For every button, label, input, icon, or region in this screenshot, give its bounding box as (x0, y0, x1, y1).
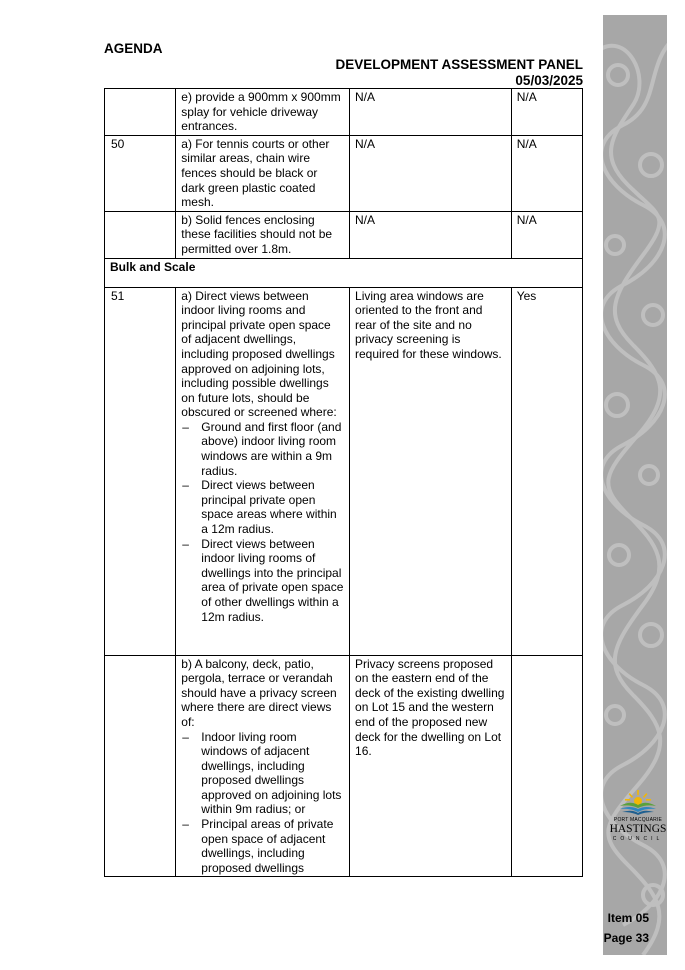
complies-cell: N/A (511, 89, 582, 136)
control-cell: e) provide a 900mm x 900mm splay for vehicle driveway entrances. (176, 89, 350, 136)
complies-cell: N/A (511, 135, 582, 211)
table-row (105, 211, 583, 258)
control-cell: a) For tennis courts or other similar areas, chain wire fences should be black or dark green plastic coated mesh. (176, 135, 350, 211)
assessment-table (104, 88, 583, 877)
clause-cell: 50 (105, 135, 176, 211)
logo-text-main: HASTINGS (609, 823, 667, 835)
complies-cell (511, 655, 582, 877)
list-item: – Indoor living room windows of adjacent dwellings, including proposed dwellings approved on adjoining lots within 9m radius; or (181, 730, 344, 818)
clause-cell (105, 655, 176, 877)
clause-cell (105, 89, 176, 136)
clause-cell (105, 211, 176, 258)
section-title: Bulk and Scale (105, 258, 583, 287)
complies-cell: Yes (511, 287, 582, 655)
control-bullets (181, 420, 344, 624)
table-row (105, 655, 583, 877)
control-cell (176, 287, 350, 655)
table-row (105, 135, 583, 211)
comment-cell: N/A (350, 89, 512, 136)
clause-cell: 51 (105, 287, 176, 655)
complies-cell: N/A (511, 211, 582, 258)
table-row (105, 89, 583, 136)
comment-cell: Privacy screens proposed on the eastern end of the deck of the existing dwelling on Lot 15 and the western end of the proposed new deck for the dwelling on Lot 16. (350, 655, 512, 877)
list-item: – Direct views between indoor living rooms of dwellings into the principal area of private open space of other dwellings within a 12m radius. (181, 537, 344, 625)
item-number: Item 05 (607, 911, 649, 925)
section-row (105, 258, 583, 287)
list-item: – Ground and first floor (and above) indoor living room windows are within a 9m radius. (181, 420, 344, 478)
control-cell (176, 655, 350, 877)
logo-text-top: PORT MACQUARIE (613, 817, 663, 823)
list-item: – Principal areas of private open space of adjacent dwellings, including proposed dwellings (181, 817, 344, 875)
control-bullets (181, 730, 344, 876)
page-number: Page 33 (603, 931, 649, 945)
meeting-date: 05/03/2025 (515, 73, 583, 88)
agenda-heading: AGENDA (104, 41, 163, 56)
panel-title: DEVELOPMENT ASSESSMENT PANEL (335, 57, 583, 72)
logo-text-bottom: COUNCIL (612, 836, 664, 842)
control-text: b) A balcony, deck, patio, pergola, terrace or verandah should have a privacy screen where there are direct views of: (181, 656, 337, 729)
panel-heading (335, 57, 583, 89)
comment-cell: N/A (350, 135, 512, 211)
table-row (105, 287, 583, 655)
comment-cell: N/A (350, 211, 512, 258)
control-cell: b) Solid fences enclosing these facilities should not be permitted over 1.8m. (176, 211, 350, 258)
comment-cell: Living area windows are oriented to the front and rear of the site and no privacy screening is required for these windows. (350, 287, 512, 655)
list-item: – Direct views between principal private open space areas where within a 12m radius. (181, 478, 344, 536)
control-text: a) Direct views between indoor living rooms and principal private open space of adjacent dwellings, including proposed dwellings approved on adjoining lots, including possible dwellings on future lots, should be obscured or screened where: (181, 288, 337, 420)
council-logo-icon (608, 787, 668, 817)
